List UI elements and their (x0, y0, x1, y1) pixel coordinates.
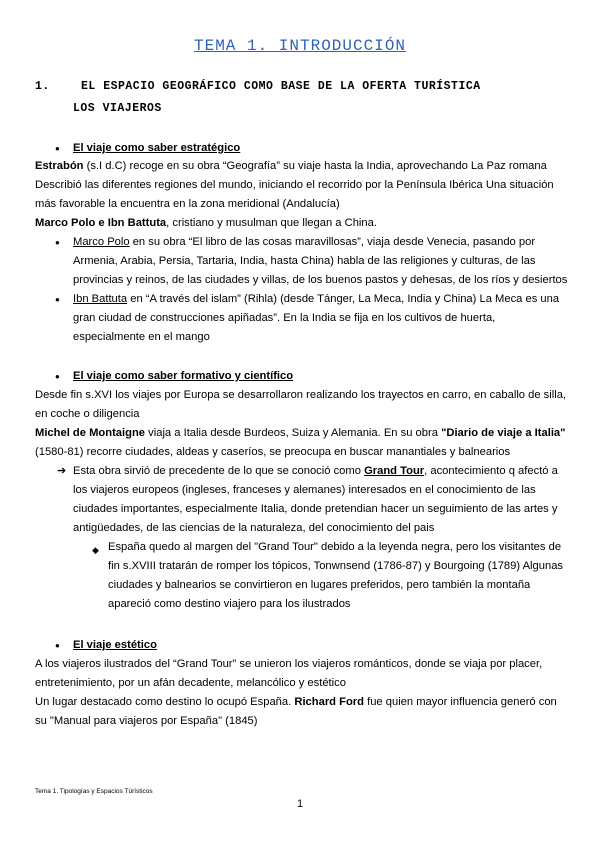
list-item-line: gran ciudad de construcciones apiñadas”. En la India se fija en los cultivos de huerta, (73, 312, 496, 324)
list-item-line: Armenia, Arabia, Persia, Tartaria, India, hasta China) habla de las religiones y culturas, de las (73, 255, 536, 267)
subsection-title-formative: El viaje como saber formativo y científico (73, 370, 294, 382)
paragraph-text: fue quien mayor influencia generó con (363, 696, 557, 708)
paragraph-line (35, 695, 557, 710)
list-item (73, 292, 559, 307)
paragraph-line: (1580-81) recorre ciudades, aldeas y caseríos, se preocupa en buscar manantiales y balnearios (35, 446, 511, 458)
bullet-dot: ● (55, 641, 60, 650)
subsection-title-strategic: El viaje como saber estratégico (73, 142, 241, 154)
paragraph-line (35, 216, 377, 231)
person-name: Estrabón (35, 160, 84, 172)
diamond-item-line: España quedo al margen del "Grand Tour" debido a la leyenda negra, pero los visitantes de (108, 541, 562, 553)
diamond-bullet-icon: ◆ (92, 545, 99, 555)
paragraph-line: más favorable la encuentra en la zona meridional (Andalucía) (35, 198, 340, 210)
arrow-item-text: Esta obra sirvió de precedente de lo que se conoció como (73, 465, 365, 477)
arrow-item-text: , acontecimiento q afectó a (424, 465, 558, 477)
bullet-dot: ● (55, 144, 60, 153)
arrow-item-line: los viajeros europeos (ingleses, franceses y alemanes) interesados en el conocimiento de las (73, 484, 536, 496)
diamond-item-line: ciudades y balnearios se convirtieron en lugares preferidos, pero también la montaña (108, 579, 531, 591)
paragraph-line (35, 159, 547, 174)
paragraph-line: su "Manual para viajeros por España" (1845) (35, 715, 258, 727)
paragraph-line: en coche o diligencia (35, 408, 140, 420)
bullet-dot: ● (55, 372, 60, 381)
paragraph-line: A los viajeros ilustrados del “Grand Tour” se unieron los viajeros románticos, donde se viaja por placer, (35, 658, 543, 670)
arrow-item-line: ciudades importantes, especialmente Italia, donde pretendian hacer un seguimiento de las artes y (73, 503, 558, 515)
paragraph-text: Un lugar destacado como destino lo ocupó España. (35, 696, 295, 708)
work-title: "Diario de viaje a Italia" (441, 427, 566, 439)
bullet-dot: ● (55, 295, 60, 304)
subsection-title-aesthetic: El viaje estético (73, 639, 157, 651)
person-name: Richard Ford (294, 696, 364, 708)
person-names: Marco Polo e Ibn Battuta (35, 217, 167, 229)
paragraph-text: , cristiano y musulman que llegan a China. (166, 217, 377, 229)
arrow-bullet-icon: ➔ (57, 465, 67, 477)
diamond-item-line: apareció como destino viajero para los ilustrados (108, 598, 351, 610)
page-number: 1 (296, 798, 304, 810)
diamond-item-line: fin s.XVIII tratarán de romper los tópicos, Tonwnsend (1786-87) y Bourgoing (1789) Algunas (108, 560, 564, 572)
list-item-line: provincias y reinos, de las ciudades y villas, de los buenos pastos y dehesas, de los ríos y desiertos (73, 274, 568, 286)
section-heading-line1: EL ESPACIO GEOGRÁFICO COMO BASE DE LA OFERTA TURÍSTICA (81, 80, 481, 93)
grand-tour-term: Grand Tour (364, 465, 425, 477)
section-heading-line2: LOS VIAJEROS (73, 102, 162, 115)
list-item-text: en su obra “El libro de las cosas maravillosas”, viaja desde Venecia, pasando por (129, 236, 536, 248)
footer-text: Tema 1. Tipologías y Espacios Túrísticos (35, 788, 153, 795)
bullet-dot: ● (55, 238, 60, 247)
person-name: Michel de Montaigne (35, 427, 146, 439)
list-item-text: en “A través del islam” (Rihla) (desde Tánger, La Meca, India y China) La Meca es una (127, 293, 560, 305)
arrow-item-line: antigüedades, de las ciencias de la naturaleza, del conocimiento del pais (73, 522, 435, 534)
page-title: TEMA 1. INTRODUCCIÓN (193, 37, 407, 55)
paragraph-text: (s.I d.C) recoge en su obra “Geografía” su viaje hasta la India, aprovechando La Paz romana (83, 160, 547, 172)
section-number: 1. (35, 80, 50, 93)
paragraph-line: Desde fin s.XVI los viajes por Europa se desarrollaron realizando los trayectos en carro, en caballo de silla, (35, 389, 567, 401)
person-name: Ibn Battuta (73, 293, 128, 305)
paragraph-line: entretenimiento, por un afán decadente, melancólico y estético (35, 677, 346, 689)
paragraph-line (35, 426, 565, 441)
list-item-line: especialmente en el mango (73, 331, 210, 343)
person-name: Marco Polo (73, 236, 130, 248)
list-item (73, 235, 535, 250)
paragraph-text: viaja a Italia desde Burdeos, Suiza y Alemania. En su obra (145, 427, 442, 439)
arrow-item (73, 464, 558, 479)
paragraph-line: Describió las diferentes regiones del mundo, iniciando el recorrido por la Península Ibérica Una situación (35, 179, 554, 191)
